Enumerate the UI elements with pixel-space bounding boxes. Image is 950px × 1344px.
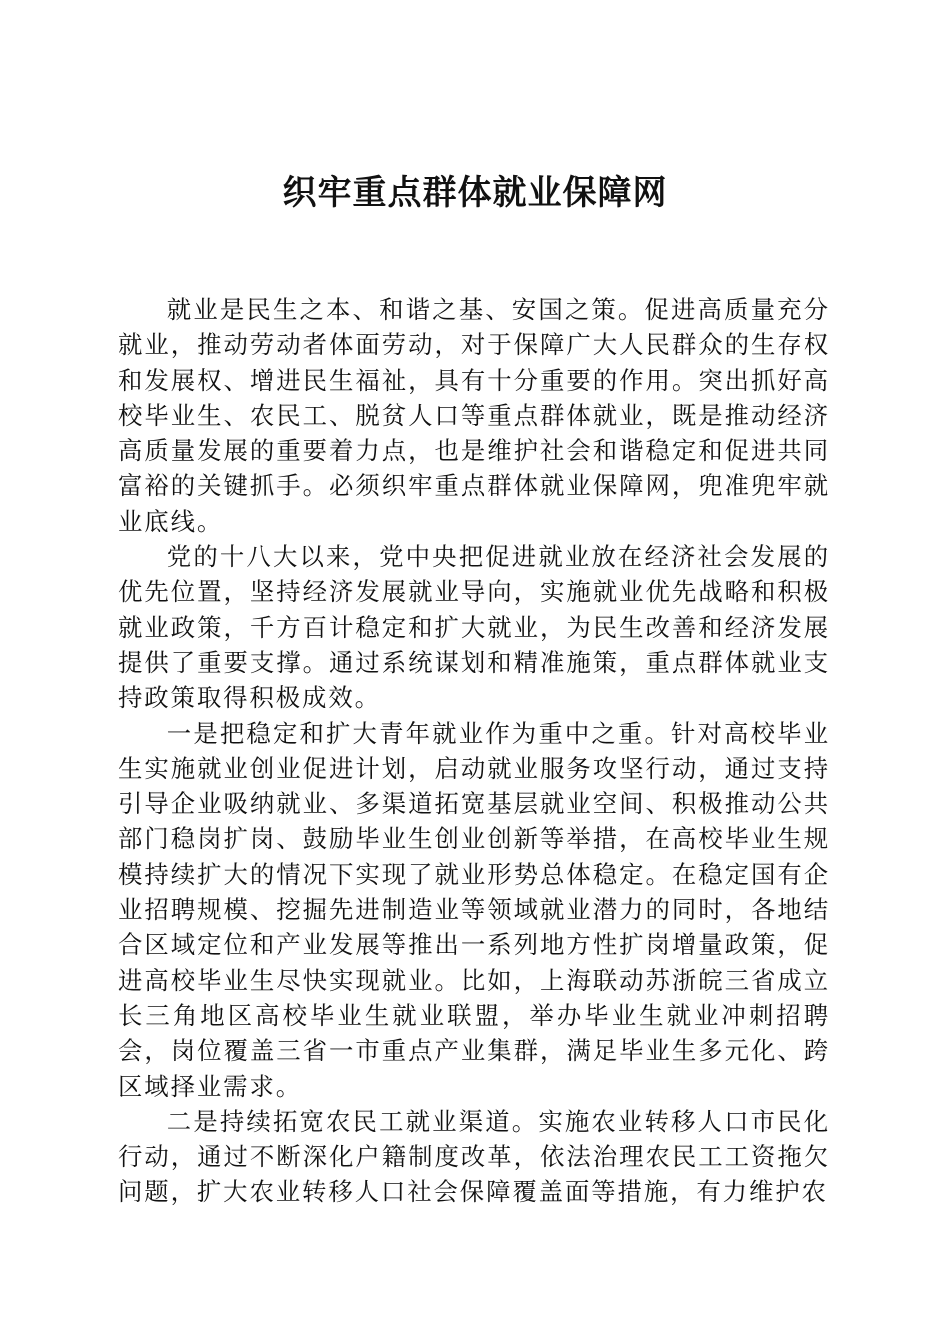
paragraph-youth-employment: 一是把稳定和扩大青年就业作为重中之重。针对高校毕业生实施就业创业促进计划，启动就业服务攻坚行动，通过支持引导企业吸纳就业、多渠道拓宽基层就业空间、积极推动公共部门稳岗扩岗、鼓励毕业生创业创新等举措，在高校毕业生规模持续扩大的情况下实现了就业形势总体稳定。在稳定国有企业招聘规模、挖掘先进制造业等领域就业潜力的同时，各地结合区域定位和产业发展等推出一系列地方性扩岗增量政策，促进高校毕业生尽快实现就业。比如，上海联动苏浙皖三省成立长三角地区高校毕业生就业联盟，举办毕业生就业冲刺招聘会，岗位覆盖三省一市重点产业集群，满足毕业生多元化、跨区域择业需求。 [118, 718, 830, 1101]
document-body [118, 292, 830, 1210]
paragraph-migrant-workers: 二是持续拓宽农民工就业渠道。实施农业转移人口市民化行动，通过不断深化户籍制度改革，依法治理农民工工资拖欠问题，扩大农业转移人口社会保障覆盖面等措施，有力维护农 [118, 1106, 830, 1207]
paragraph-achievements: 党的十八大以来，党中央把促进就业放在经济社会发展的优先位置，坚持经济发展就业导向，实施就业优先战略和积极就业政策，千方百计稳定和扩大就业，为民生改善和经济发展提供了重要支撑。通过系统谋划和精准施策，重点群体就业支持政策取得积极成效。 [118, 542, 830, 713]
document-title: 织牢重点群体就业保障网 [282, 173, 668, 213]
paragraph-intro: 就业是民生之本、和谐之基、安国之策。促进高质量充分就业，推动劳动者体面劳动，对于保障广大人民群众的生存权和发展权、增进民生福祉，具有十分重要的作用。突出抓好高校毕业生、农民工、脱贫人口等重点群体就业，既是推动经济高质量发展的重要着力点，也是维护社会和谐稳定和促进共同富裕的关键抓手。必须织牢重点群体就业保障网，兜准兜牢就业底线。 [118, 295, 830, 536]
